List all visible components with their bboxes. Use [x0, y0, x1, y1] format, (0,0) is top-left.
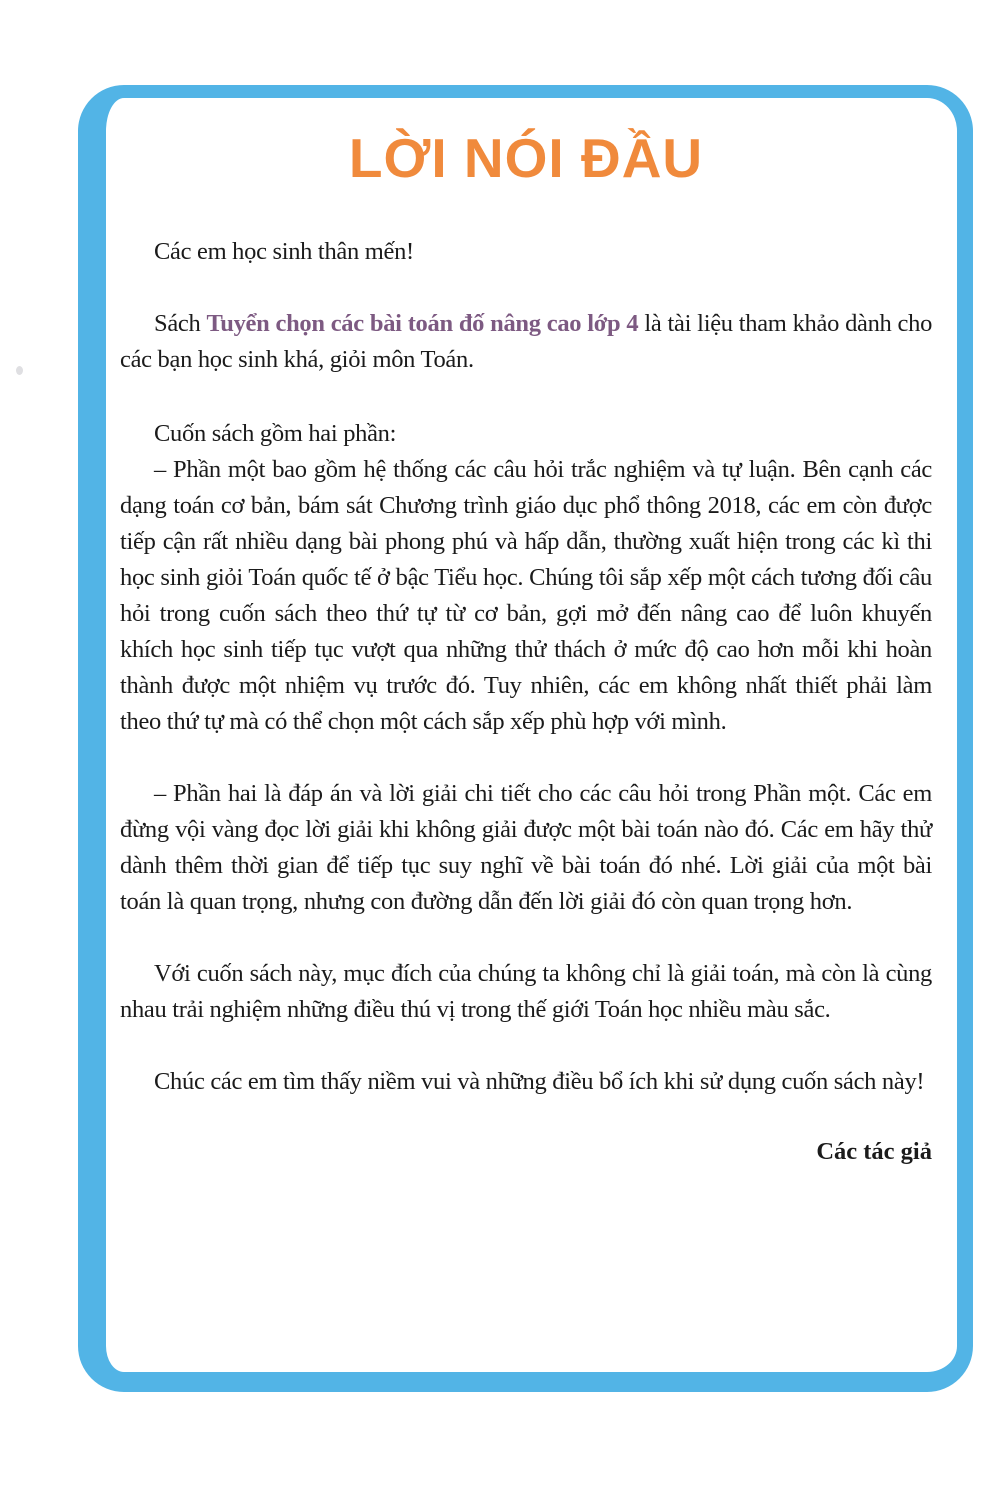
book-title-highlight: Tuyển chọn các bài toán đố nâng cao lớp 4	[206, 310, 639, 337]
part-one-paragraph: – Phần một bao gồm hệ thống các câu hỏi trắc nghiệm và tự luận. Bên cạnh các dạng toán cơ bản, bám sát Chương trình giáo dục phổ thông 2018, các em còn được tiếp cận rất nhiều dạng bài phong phú và hấp dẫn, thường xuất hiện trong các kì thi học sinh giỏi Toán quốc tế ở bậc Tiểu học. Chúng tôi sắp xếp một cách tương đối câu hỏi trong cuốn sách theo thứ tự từ cơ bản, gợi mở đến nâng cao để luôn khuyến khích học sinh tiếp tục vượt qua những thử thách ở mức độ cao hơn mỗi khi hoàn thành được một nhiệm vụ trước đó. Tuy nhiên, các em không nhất thiết phải làm theo thứ tự mà có thể chọn một cách sắp xếp phù hợp với mình.	[120, 456, 932, 735]
greeting-paragraph: Các em học sinh thân mến!	[154, 238, 414, 265]
intro-paragraph	[120, 306, 932, 378]
preface-content	[120, 98, 932, 1170]
authors-signature: Các tác giả	[816, 1138, 932, 1165]
part-two-paragraph: – Phần hai là đáp án và lời giải chi tiết cho các câu hỏi trong Phần một. Các em đừng vội vàng đọc lời giải khi không giải được một bài toán nào đó. Các em hãy thử dành thêm thời gian để tiếp tục suy nghĩ về bài toán đó nhé. Lời giải của một bài toán là quan trọng, nhưng con đường dẫn đến lời giải đó còn quan trọng hơn.	[120, 780, 932, 915]
page-title: LỜI NÓI ĐẦU	[348, 127, 704, 189]
structure-heading: Cuốn sách gồm hai phần:	[154, 420, 397, 447]
purpose-paragraph: Với cuốn sách này, mục đích của chúng ta không chỉ là giải toán, mà còn là cùng nhau trải nghiệm những điều thú vị trong thế giới Toán học nhiều màu sắc.	[120, 960, 932, 1023]
intro-prefix: Sách	[154, 310, 207, 337]
scan-speck-artifact	[16, 366, 23, 375]
intro-suffix: là tài liệu tham khảo dành cho các bạn học sinh khá, giỏi môn Toán.	[120, 310, 933, 373]
wish-paragraph: Chúc các em tìm thấy niềm vui và những điều bổ ích khi sử dụng cuốn sách này!	[154, 1068, 925, 1095]
